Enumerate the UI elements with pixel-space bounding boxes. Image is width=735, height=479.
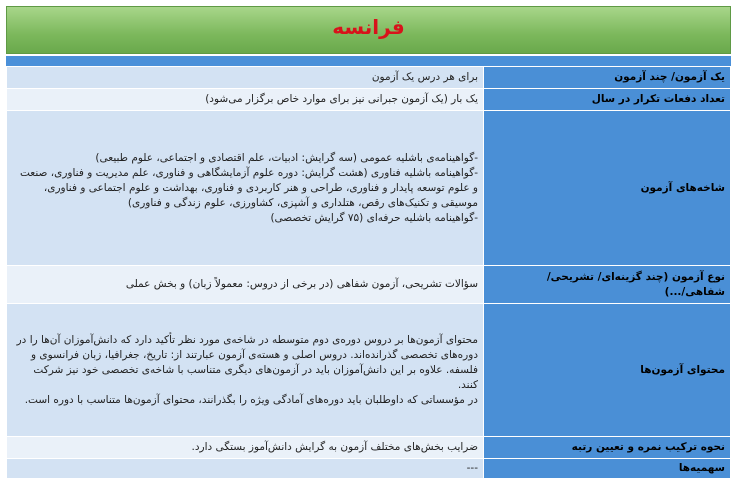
paragraph: در مؤسساتی که داوطلبان باید دوره‌های آمادگی ویژه را بگذرانند، محتوای آزمون‌ها متناسب با دوره است. — [24, 393, 478, 406]
row-value — [7, 111, 484, 266]
info-table — [6, 66, 731, 479]
row-value: --- — [7, 459, 484, 479]
title-banner — [6, 6, 731, 54]
page-title: فرانسه — [332, 15, 405, 39]
table-row — [7, 266, 731, 304]
row-label: نحوه ترکیب نمره و تعیین رتبه — [484, 437, 731, 459]
row-label: محتوای آزمون‌ها — [484, 304, 731, 437]
row-label: شاخه‌های آزمون — [484, 111, 731, 266]
list-item: -گواهینامه باشلیه حرفه‌ای (۷۵ گرایش تخصصی) — [270, 211, 478, 224]
table-row — [7, 459, 731, 479]
header-divider-bar — [6, 56, 731, 66]
row-value: برای هر درس یک آزمون — [7, 67, 484, 89]
table-row — [7, 67, 731, 89]
row-label: نوع آزمون (چند گزینه‌ای/ تشریحی/شفاهی/...) — [484, 266, 731, 304]
row-value: ضرایب بخش‌های مختلف آزمون به گرایش دانش‌آموز بستگی دارد. — [7, 437, 484, 459]
list-item: -گواهینامه‌ی باشلیه عمومی (سه گرایش: ادبیات، علم اقتصادی و اجتماعی، علوم طبیعی) — [95, 151, 478, 164]
table-row — [7, 89, 731, 111]
table-row — [7, 111, 731, 266]
list-item: -گواهینامه باشلیه فناوری (هشت گرایش: دوره علوم آزمایشگاهی و فناوری، علم مدیریت و فناوری، صنعت و علوم توسعه پایدار و فناوری، طراحی و هنر کاربردی و فناوری، بهداشت و علوم اجتماعی و فناوری، موسیقی و تکنیک‌های رقص، هتلداری و آشپزی، کشاورزی، علوم زندگی و فناوری) — [19, 166, 478, 209]
row-value — [7, 304, 484, 437]
row-label: تعداد دفعات تکرار در سال — [484, 89, 731, 111]
row-label: یک آزمون/ چند آزمون — [484, 67, 731, 89]
table-row — [7, 304, 731, 437]
paragraph: محتوای آزمون‌ها بر دروس دوره‌ی دوم متوسطه در شاخه‌ی مورد نظر تأکید دارد که دانش‌آموزان آن‌ها را در دوره‌های تخصصی گذرانده‌اند. دروس اصلی و هسته‌ی آزمون عبارتند از: تاریخ، جغرافیا، زبان فرانسوی و فلسفه. علاوه بر این دانش‌آموزان باید در آزمون‌های دیگری متناسب با شاخه‌ی تخصصی خود نیز شرکت کنند. — [16, 333, 478, 391]
row-value: سؤالات تشریحی، آزمون شفاهی (در برخی از دروس: معمولاً زبان) و بخش عملی — [7, 266, 484, 304]
table-row — [7, 437, 731, 459]
row-value: یک بار (یک آزمون جبرانی نیز برای موارد خاص برگزار می‌شود) — [7, 89, 484, 111]
row-label: سهمیه‌ها — [484, 459, 731, 479]
